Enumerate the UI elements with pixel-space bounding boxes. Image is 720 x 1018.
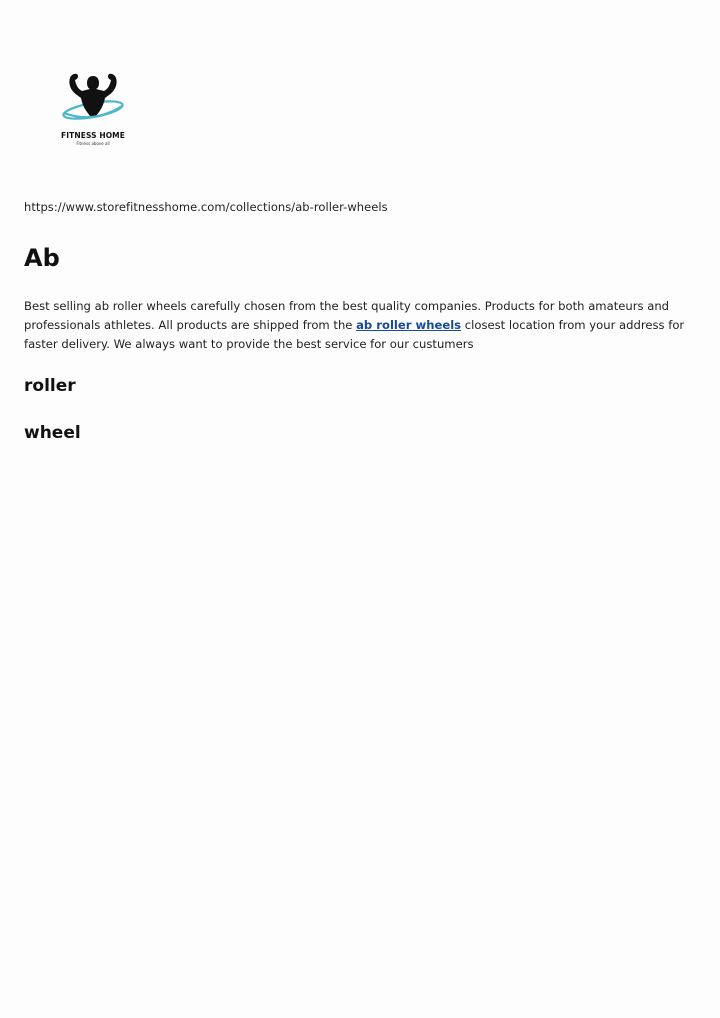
description-paragraph [24,297,694,354]
ab-roller-wheels-link[interactable]: ab roller wheels [356,318,462,332]
fitness-home-logo [52,68,134,158]
logo-tagline: Fitness above all [76,141,110,146]
paragraph-text-before-link: Best selling ab roller wheels carefully chosen from the best quality companies. Products for both amateurs and professionals athletes. All products are shipped from the [24,299,670,332]
paragraph-text-after-link: closest location from your address for faster delivery. We always want to provide the best service for our custumers [24,318,685,351]
logo-title: FITNESS HOME [61,131,125,140]
page-url: https://www.storefitnesshome.com/collections/ab-roller-wheels [24,200,388,214]
subheading-roller: roller [24,376,76,396]
page-title: Ab [24,244,60,272]
bodybuilder-logo-icon [52,68,134,130]
subheading-wheel: wheel [24,423,81,443]
